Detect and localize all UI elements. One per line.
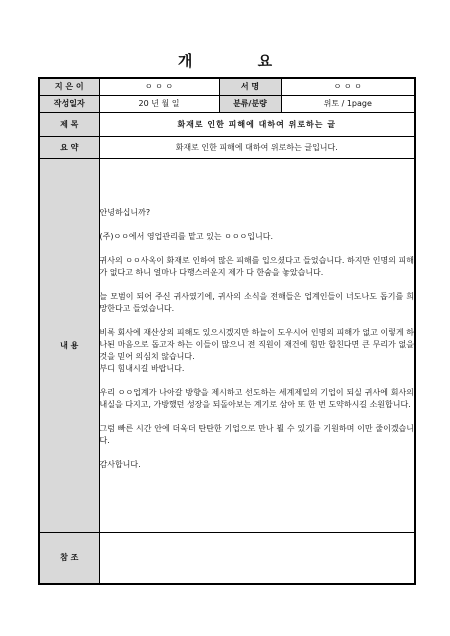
author-value: ㅇ ㅇ ㅇ	[99, 78, 219, 95]
reference-value	[99, 532, 415, 584]
content-paragraph: 그럼 빠른 시간 안에 더욱더 탄탄한 기업으로 만나 뵐 수 있기를 기원하며 이만 줄이겠습니다.	[99, 424, 414, 445]
subject-label: 제 목	[39, 112, 99, 136]
document-title: 개 요	[177, 52, 303, 70]
overview-form	[38, 77, 416, 585]
content-paragraph: 늘 모범이 되어 주신 귀사였기에, 귀사의 소식을 전해들은 업계인들이 너도나도 돕기를 희망한다고 들었습니다.	[99, 292, 414, 313]
category-value: 위토 / 1page	[281, 95, 415, 112]
content-paragraph: 안녕하십니까?	[99, 208, 151, 217]
content-paragraph: (주)ㅇㅇ에서 영업관리를 맡고 있는 ㅇㅇㅇ입니다.	[99, 232, 274, 241]
content-paragraph: 귀사의 ㅇㅇ사옥이 화재로 인하여 많은 피해를 입으셨다고 들었습니다. 하지만 인명의 피해가 없다고 하니 얼마나 다행스러운지 제가 다 한숨을 놓았습니다.	[99, 256, 414, 277]
date-label: 작성일자	[39, 95, 99, 112]
content-body	[99, 158, 415, 532]
content-paragraph: 비록 회사에 재산상의 피해도 있으시겠지만 하늘이 도우시어 인명의 피해가 없고 이렇게 하나된 마음으로 돕고자 하는 이들이 많으니 전 직원이 재건에 힘만 합친다면 큰 무리가 없을 것을 믿어 의심치 않습니다. 부디 힘내시길 바랍니다.	[99, 328, 414, 373]
date-value: 20 년 월 일	[99, 95, 219, 112]
content-paragraph: 감사합니다.	[99, 460, 141, 469]
content-paragraph: 우리 ㅇㅇ업계가 나아갈 방향을 제시하고 선도하는 세계제일의 기업이 되실 귀사에 회사의 내실을 다지고, 가방했던 성장을 되돌아보는 계기로 삼아 또 한 번 도약하시길 소원합니다.	[99, 388, 414, 409]
signature-value: ㅇ ㅇ ㅇ	[281, 78, 415, 95]
author-label: 지 은 이	[39, 78, 99, 95]
category-label: 분류/분량	[219, 95, 281, 112]
summary-value: 화재로 인한 피해에 대하여 위로하는 글입니다.	[99, 136, 415, 158]
subject-value: 화재로 인한 피해에 대하여 위로하는 글	[99, 112, 415, 136]
reference-label: 참 조	[39, 532, 99, 584]
signature-label: 서 명	[219, 78, 281, 95]
summary-label: 요 약	[39, 136, 99, 158]
content-label: 내 용	[39, 158, 99, 532]
